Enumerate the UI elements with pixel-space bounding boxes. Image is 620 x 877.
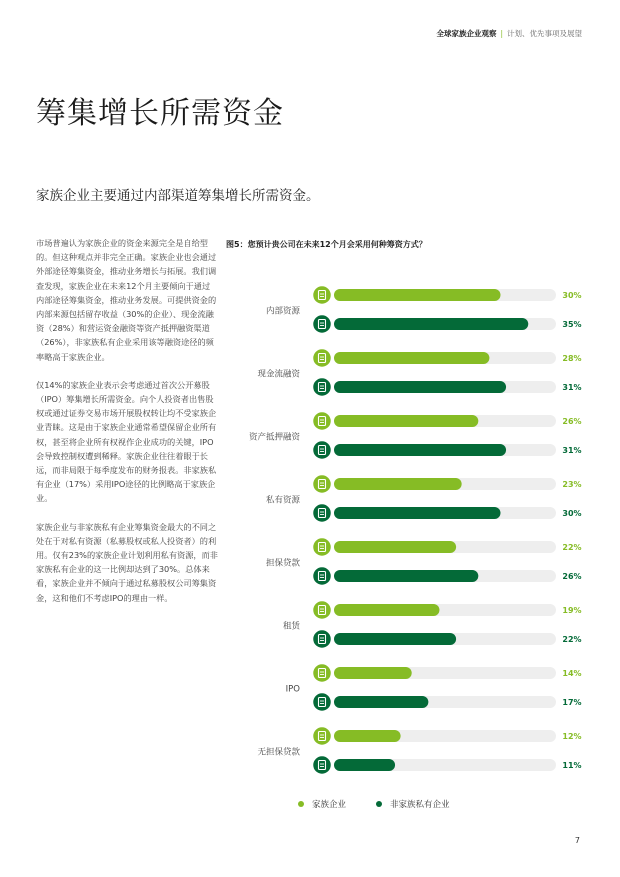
bar-chart: [226, 270, 596, 790]
data-label: 26%: [562, 572, 582, 581]
page-number: 7: [574, 836, 580, 845]
category-label: 内部资源: [265, 306, 300, 317]
bar-family: [334, 541, 456, 553]
category-label: 私有资源: [265, 495, 300, 506]
chart-legend: [298, 798, 450, 810]
data-label: 22%: [562, 543, 582, 552]
bank-icon: [313, 693, 332, 712]
category-label: IPO: [285, 684, 300, 695]
bar-family: [334, 604, 439, 616]
data-label: 31%: [562, 446, 582, 455]
bar-family: [334, 478, 462, 490]
card-icon: [313, 412, 332, 431]
bar-family: [334, 289, 501, 301]
category-label: 无担保贷款: [257, 747, 300, 758]
bar-nonfamily: [334, 570, 478, 582]
certificate-icon: [313, 567, 332, 586]
legend-swatch-family: [298, 801, 304, 807]
lease-icon: [313, 630, 332, 649]
paragraph: 家族企业与非家族私有企业筹集资金最大的不同之处在于对私有资源（私募股权或私人投资者）的利用。仅有23%的家族企业计划利用私有资源，而非家族私有企业的这一比例却达到了30%。总体来看，家族企业并不倾向于通过私募股权公司筹集资金，这和他们不考虑IPO的理由一样。: [36, 521, 218, 603]
bar-family: [334, 415, 478, 427]
lease-icon: [313, 601, 332, 620]
bank-icon: [313, 664, 332, 683]
data-label: 22%: [562, 635, 582, 644]
data-label: 26%: [562, 417, 582, 426]
bar-nonfamily: [334, 759, 395, 771]
data-label: 14%: [562, 669, 582, 678]
data-label: 17%: [562, 698, 582, 707]
data-label: 28%: [562, 354, 582, 363]
page-header: [436, 28, 582, 39]
briefcase-icon: [313, 727, 332, 746]
category-label: 现金流融资: [257, 369, 300, 380]
bar-nonfamily: [334, 507, 501, 519]
data-label: 31%: [562, 383, 582, 392]
legend-swatch-nonfamily: [376, 801, 382, 807]
paragraph: 仅14%的家族企业表示会考虑通过首次公开募股（IPO）筹集增长所需资金。向个人投资者出售股权或通过证券交易市场开展股权转让均不受家族企业青睐。这是由于家族企业通常希望保留企业所有权，甚至将企业所有权视作企业成功的关键，IPO会导致控制权遭到稀释。家族企业往往着眼于长远，而非局限于每季度发布的财务报表。非家族私有企业（17%）采用IPO途径的比例略高于家族企业。: [36, 379, 217, 504]
data-label: 30%: [562, 509, 582, 518]
bar-nonfamily: [334, 381, 506, 393]
document-icon: [313, 315, 332, 334]
money-bag-icon: [313, 349, 332, 368]
file-icon: [313, 504, 332, 523]
data-label: 23%: [562, 480, 582, 489]
legend-label-nonfamily: 非家族私有企业: [390, 800, 450, 810]
bar-nonfamily: [334, 633, 456, 645]
bar-nonfamily: [334, 318, 528, 330]
report-subtitle: 计划、优先事项及展望: [507, 29, 582, 38]
briefcase-icon: [313, 756, 332, 775]
category-label: 租赁: [282, 621, 300, 632]
document-icon: [313, 286, 332, 305]
category-label: 资产抵押融资: [248, 432, 300, 443]
legend-item-family: [298, 798, 346, 810]
money-bag-icon: [313, 378, 332, 397]
data-label: 35%: [562, 320, 582, 329]
bar-nonfamily: [334, 696, 428, 708]
certificate-icon: [313, 538, 332, 557]
page-subtitle: 家族企业主要通过内部渠道筹集增长所需资金。: [36, 188, 320, 204]
body-text: [36, 236, 218, 619]
bar-family: [334, 730, 401, 742]
category-label: 担保贷款: [265, 558, 300, 569]
bar-nonfamily: [334, 444, 506, 456]
card-icon: [313, 441, 332, 460]
data-label: 11%: [562, 761, 582, 770]
data-label: 12%: [562, 732, 582, 741]
legend-item-nonfamily: [376, 798, 450, 810]
figure-caption: [226, 239, 427, 250]
bar-family: [334, 352, 489, 364]
bar-family: [334, 667, 412, 679]
data-label: 30%: [562, 291, 582, 300]
figure-label: 图5：: [226, 240, 248, 249]
data-label: 19%: [562, 606, 582, 615]
paragraph: 市场普遍认为家族企业的资金来源完全是自给型的。但这种观点并非完全正确。家族企业也会通过外部途径筹集资金，推动业务增长与拓展。我们调查发现，家族企业在未来12个月主要倾向于通过内部途径筹集资金，推动业务发展。可提供资金的内部来源包括留存收益（30%的企业）、现金流融资（28%）和营运资金融资等资产抵押融资渠道（26%），非家族私有企业采用该等融资途径的频率略高于家族企业。: [36, 238, 217, 362]
file-icon: [313, 475, 332, 494]
legend-label-family: 家族企业: [312, 800, 347, 810]
report-name: 全球家族企业观察: [436, 29, 497, 38]
figure-question: 您预计贵公司在未来12个月会采用何种筹资方式？: [247, 240, 427, 249]
page-title: 筹集增长所需资金: [36, 96, 284, 131]
header-separator: |: [500, 29, 503, 38]
